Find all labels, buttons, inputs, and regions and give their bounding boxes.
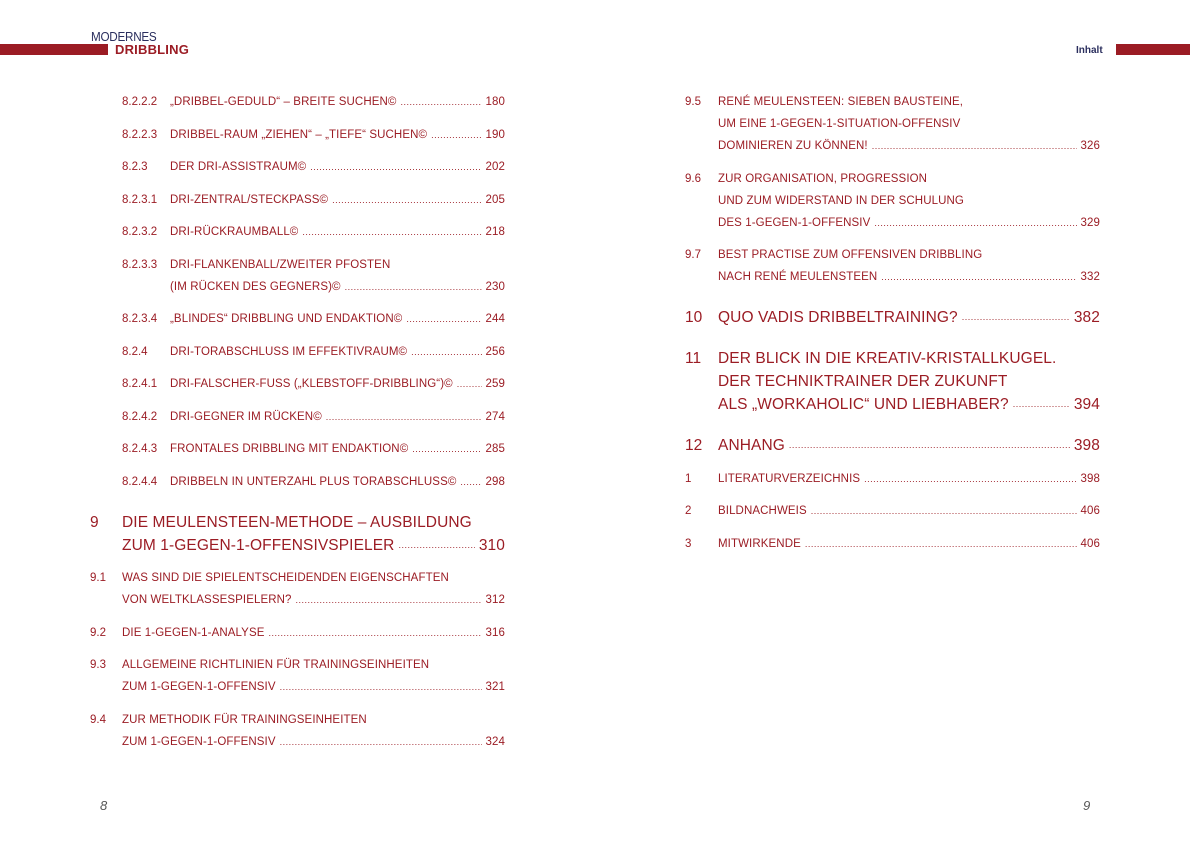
toc-entry-page: 406	[1080, 505, 1100, 517]
toc-entry-number: 8.2.4.2	[122, 410, 158, 423]
toc-entry-body	[718, 244, 1100, 288]
toc-entry-page: 205	[485, 193, 505, 206]
toc-entry-number: 12	[685, 437, 703, 454]
toc-entry-number: 8.2.3.1	[122, 193, 158, 206]
toc-entry-number: 2	[685, 505, 692, 517]
toc-entry-body	[170, 124, 505, 146]
toc-entry-page: 298	[485, 475, 505, 488]
brand-line2: DRIBBLING	[115, 42, 190, 57]
toc-entry-page: 324	[485, 735, 505, 748]
toc-entry-title: BILDNACHWEIS	[718, 505, 807, 517]
toc-entry-page: 321	[485, 681, 505, 693]
toc-entry-line	[170, 91, 505, 113]
toc-entry-title: DER TECHNIKTRAINER DER ZUKUNFT	[718, 373, 1008, 390]
toc-entry-title: NACH RENÉ MEULENSTEEN	[718, 271, 878, 283]
toc-entry-number: 9.3	[90, 659, 106, 671]
toc-entry-line	[122, 709, 505, 731]
dot-leader	[280, 731, 482, 753]
toc-entry[interactable]	[90, 511, 505, 557]
dot-leader	[431, 124, 481, 146]
toc-entry[interactable]	[122, 438, 505, 460]
toc-entry-line	[122, 589, 505, 611]
toc-entry[interactable]	[122, 91, 505, 113]
toc-entry-number: 9.1	[90, 572, 106, 584]
toc-entry-body	[170, 254, 505, 298]
dot-leader	[268, 622, 481, 644]
toc-entry-body	[170, 189, 505, 211]
toc-entry-line	[170, 373, 505, 395]
toc-entry-page: 285	[485, 443, 505, 455]
toc-entry-body	[718, 306, 1100, 329]
dot-leader	[345, 276, 482, 298]
toc-entry-page: 218	[485, 226, 505, 238]
toc-entry-line	[718, 212, 1100, 234]
toc-entry[interactable]	[122, 124, 505, 146]
running-head: Inhalt	[1076, 45, 1103, 56]
toc-entry[interactable]	[685, 306, 1100, 329]
toc-entry[interactable]	[685, 168, 1100, 234]
toc-entry-page: 180	[485, 96, 505, 108]
toc-entry-line	[170, 438, 505, 460]
toc-entry-number: 9.4	[90, 713, 106, 726]
toc-entry-page: 274	[485, 410, 505, 423]
toc-entry-body	[122, 567, 505, 611]
toc-entry-title: ZUR ORGANISATION, PROGRESSION	[718, 172, 928, 185]
toc-entry-title: DIE MEULENSTEEN-METHODE – AUSBILDUNG	[122, 513, 472, 531]
toc-entry-title: „BLINDES“ DRIBBLING UND ENDAKTION©	[170, 313, 403, 325]
header-accent-bar-right	[1116, 44, 1190, 55]
toc-entry-line	[170, 189, 505, 211]
toc-entry[interactable]	[122, 254, 505, 298]
toc-entry-title: FRONTALES DRIBBLING MIT ENDAKTION©	[170, 443, 409, 455]
dot-leader	[411, 341, 481, 363]
toc-entry-title: DOMINIEREN ZU KÖNNEN!	[718, 140, 868, 152]
toc-entry-page: 326	[1080, 140, 1100, 152]
toc-entry-page: 312	[485, 594, 505, 606]
toc-entry-title: DER BLICK IN DIE KREATIV-KRISTALLKUGEL.	[718, 350, 1057, 367]
toc-entry-number: 8.2.3.4	[122, 313, 158, 325]
toc-entry-title: BEST PRACTISE ZUM OFFENSIVEN DRIBBLING	[718, 249, 983, 261]
toc-entry-line	[122, 534, 505, 557]
toc-entry-number: 8.2.3	[122, 161, 148, 173]
dot-leader	[872, 135, 1077, 157]
toc-entry-line	[170, 471, 505, 493]
toc-entry-number: 9	[90, 513, 99, 531]
toc-left-column	[90, 91, 505, 763]
toc-entry-title: UND ZUM WIDERSTAND IN DER SCHULUNG	[718, 194, 964, 207]
toc-entry[interactable]	[685, 347, 1100, 416]
toc-entry-title: ZUR METHODIK FÜR TRAININGSEINHEITEN	[122, 713, 367, 726]
toc-entry-title: LITERATURVERZEICHNIS	[718, 472, 861, 485]
toc-entry-title: DRI-FALSCHER-FUSS („KLEBSTOFF-DRIBBLING“)©	[170, 378, 453, 390]
toc-entry-body	[718, 347, 1100, 416]
toc-entry-page: 398	[1080, 472, 1100, 485]
toc-entry[interactable]	[90, 654, 505, 698]
toc-entry-body	[170, 438, 505, 460]
toc-entry-line	[170, 341, 505, 363]
toc-entry-title: ZUM 1-GEGEN-1-OFFENSIV	[122, 681, 276, 693]
toc-entry[interactable]	[90, 622, 505, 644]
dot-leader	[332, 189, 481, 211]
toc-entry-title: DRI-ZENTRAL/STECKPASS©	[170, 193, 329, 206]
toc-entry-body	[718, 434, 1100, 457]
toc-entry-title: DES 1-GEGEN-1-OFFENSIV	[718, 216, 871, 229]
toc-entry-number: 9.5	[685, 96, 701, 108]
toc-entry-number: 1	[685, 472, 692, 485]
toc-entry[interactable]	[122, 221, 505, 243]
toc-entry-title: DRI-TORABSCHLUSS IM EFFEKTIVRAUM©	[170, 345, 408, 358]
toc-entry-title: QUO VADIS DRIBBELTRAINING?	[718, 309, 958, 326]
toc-entry-number: 8.2.4.4	[122, 475, 158, 488]
toc-entry-body	[170, 373, 505, 395]
toc-entry-line	[170, 276, 505, 298]
toc-entry-title: DRIBBEL-RAUM „ZIEHEN“ – „TIEFE“ SUCHEN©	[170, 128, 428, 141]
toc-entry-body	[122, 511, 505, 557]
toc-entry[interactable]	[122, 308, 505, 330]
toc-entry[interactable]	[122, 341, 505, 363]
toc-entry-body	[718, 168, 1100, 234]
toc-entry[interactable]	[685, 500, 1100, 522]
toc-entry-number: 10	[685, 309, 703, 326]
toc-entry-body	[170, 221, 505, 243]
toc-entry-line	[718, 135, 1100, 157]
dot-leader	[811, 500, 1077, 522]
toc-entry-line	[718, 370, 1100, 393]
toc-entry-number: 8.2.2.3	[122, 128, 158, 141]
toc-entry-number: 8.2.4	[122, 345, 148, 358]
toc-entry-line	[122, 654, 505, 676]
toc-entry-body	[170, 406, 505, 428]
dot-leader	[398, 534, 474, 557]
toc-entry-line	[170, 308, 505, 330]
dot-leader	[302, 221, 481, 243]
toc-entry[interactable]	[685, 434, 1100, 457]
brand-line1: MODERNES	[91, 29, 157, 44]
toc-entry-line	[170, 124, 505, 146]
toc-entry[interactable]	[122, 189, 505, 211]
toc-entry-title: ZUM 1-GEGEN-1-OFFENSIV	[122, 735, 276, 748]
toc-entry-line	[718, 91, 1100, 113]
dot-leader	[962, 306, 1070, 329]
toc-entry-line	[122, 731, 505, 753]
toc-entry-body	[170, 156, 505, 178]
toc-entry-title: ALS „WORKAHOLIC“ UND LIEBHABER?	[718, 396, 1009, 413]
toc-entry-line	[718, 434, 1100, 457]
toc-entry-line	[122, 567, 505, 589]
toc-entry-number: 9.7	[685, 249, 701, 261]
toc-entry-title: „DRIBBEL-GEDULD“ – BREITE SUCHEN©	[170, 96, 397, 108]
dot-leader	[1013, 393, 1070, 416]
toc-entry-body	[122, 654, 505, 698]
toc-entry-line	[170, 406, 505, 428]
toc-entry-page: 230	[485, 280, 505, 293]
toc-entry-page: 406	[1080, 537, 1100, 550]
toc-entry[interactable]	[122, 156, 505, 178]
toc-entry-title: DRIBBELN IN UNTERZAHL PLUS TORABSCHLUSS©	[170, 475, 457, 488]
toc-entry-title: DRI-GEGNER IM RÜCKEN©	[170, 410, 322, 423]
toc-entry[interactable]	[122, 373, 505, 395]
toc-entry[interactable]	[685, 533, 1100, 555]
toc-entry-line	[718, 190, 1100, 212]
toc-entry-title: DRI-FLANKENBALL/ZWEITER PFOSTEN	[170, 258, 391, 271]
dot-leader	[280, 676, 482, 698]
toc-right-column	[685, 91, 1100, 565]
toc-entry-line	[718, 306, 1100, 329]
dot-leader	[326, 406, 482, 428]
dot-leader	[864, 468, 1076, 490]
toc-entry-number: 8.2.3.2	[122, 226, 158, 238]
toc-entry-number: 3	[685, 537, 692, 550]
toc-entry-page: 202	[485, 161, 505, 173]
toc-entry-line	[718, 533, 1100, 555]
toc-entry-body	[718, 500, 1100, 522]
dot-leader	[460, 471, 481, 493]
toc-entry-body	[170, 91, 505, 113]
toc-entry[interactable]	[90, 567, 505, 611]
page-number-right: 9	[1083, 798, 1091, 813]
toc-entry-line	[718, 113, 1100, 135]
toc-entry-line	[170, 254, 505, 276]
dot-leader	[881, 266, 1076, 288]
toc-entry[interactable]	[685, 91, 1100, 157]
dot-leader	[457, 373, 482, 395]
toc-entry-body	[718, 91, 1100, 157]
toc-entry-number: 11	[685, 350, 702, 367]
toc-entry-number: 8.2.2.2	[122, 96, 158, 108]
toc-entry-number: 8.2.4.1	[122, 378, 158, 390]
toc-entry-line	[718, 393, 1100, 416]
dot-leader	[412, 438, 481, 460]
toc-entry-number: 9.2	[90, 626, 106, 639]
toc-entry-title: (IM RÜCKEN DES GEGNERS)©	[170, 280, 341, 293]
toc-entry-line	[170, 221, 505, 243]
toc-entry-title: ANHANG	[718, 437, 785, 454]
toc-entry-body	[170, 341, 505, 363]
dot-leader	[874, 212, 1076, 234]
toc-entry-body	[122, 622, 505, 644]
toc-entry-page: 310	[478, 536, 505, 554]
toc-entry-body	[718, 533, 1100, 555]
toc-entry-title: DER DRI-ASSISTRAUM©	[170, 161, 307, 173]
toc-entry-body	[170, 308, 505, 330]
toc-entry-line	[122, 676, 505, 698]
toc-entry-page: 394	[1073, 396, 1100, 413]
toc-entry-line	[718, 168, 1100, 190]
toc-entry-body	[718, 468, 1100, 490]
toc-entry-line	[122, 511, 505, 534]
dot-leader	[789, 434, 1070, 457]
dot-leader	[406, 308, 481, 330]
toc-entry[interactable]	[122, 406, 505, 428]
toc-entry-title: VON WELTKLASSESPIELERN?	[122, 594, 292, 606]
toc-entry-line	[718, 500, 1100, 522]
toc-entry-page: 256	[485, 345, 505, 358]
toc-entry-page: 316	[485, 626, 505, 639]
toc-entry-line	[122, 622, 505, 644]
toc-entry-title: ALLGEMEINE RICHTLINIEN FÜR TRAININGSEINHEITEN	[122, 659, 430, 671]
toc-entry-line	[718, 347, 1100, 370]
toc-entry-number: 8.2.3.3	[122, 258, 158, 271]
toc-entry-page: 244	[485, 313, 505, 325]
dot-leader	[296, 589, 482, 611]
toc-entry[interactable]	[685, 468, 1100, 490]
toc-entry-page: 329	[1080, 216, 1100, 229]
toc-entry[interactable]	[685, 244, 1100, 288]
toc-entry-line	[718, 468, 1100, 490]
toc-entry-line	[170, 156, 505, 178]
dot-leader	[805, 533, 1077, 555]
toc-entry-line	[718, 266, 1100, 288]
toc-entry-title: ZUM 1-GEGEN-1-OFFENSIVSPIELER	[122, 536, 395, 554]
toc-entry-page: 190	[485, 128, 505, 141]
toc-entry-number: 9.6	[685, 172, 701, 185]
toc-entry-number: 8.2.4.3	[122, 443, 158, 455]
toc-entry-page: 259	[485, 378, 505, 390]
toc-entry-page: 332	[1080, 271, 1100, 283]
toc-entry-title: WAS SIND DIE SPIELENTSCHEIDENDEN EIGENSCHAFTEN	[122, 572, 449, 584]
toc-entry-title: UM EINE 1-GEGEN-1-SITUATION-OFFENSIV	[718, 118, 961, 130]
header-accent-bar-left	[0, 44, 108, 55]
toc-entry-body	[170, 471, 505, 493]
toc-entry-page: 398	[1073, 437, 1100, 454]
page-number-left: 8	[100, 798, 108, 813]
toc-entry-title: MITWIRKENDE	[718, 537, 801, 550]
toc-entry-title: RENÉ MEULENSTEEN: SIEBEN BAUSTEINE,	[718, 96, 964, 108]
toc-entry-title: DIE 1-GEGEN-1-ANALYSE	[122, 626, 265, 639]
toc-entry[interactable]	[122, 471, 505, 493]
toc-entry-line	[718, 244, 1100, 266]
dot-leader	[400, 91, 481, 113]
toc-entry[interactable]	[90, 709, 505, 753]
toc-entry-title: DRI-RÜCKRAUMBALL©	[170, 226, 299, 238]
dot-leader	[310, 156, 481, 178]
toc-entry-page: 382	[1073, 309, 1100, 326]
toc-entry-body	[122, 709, 505, 753]
